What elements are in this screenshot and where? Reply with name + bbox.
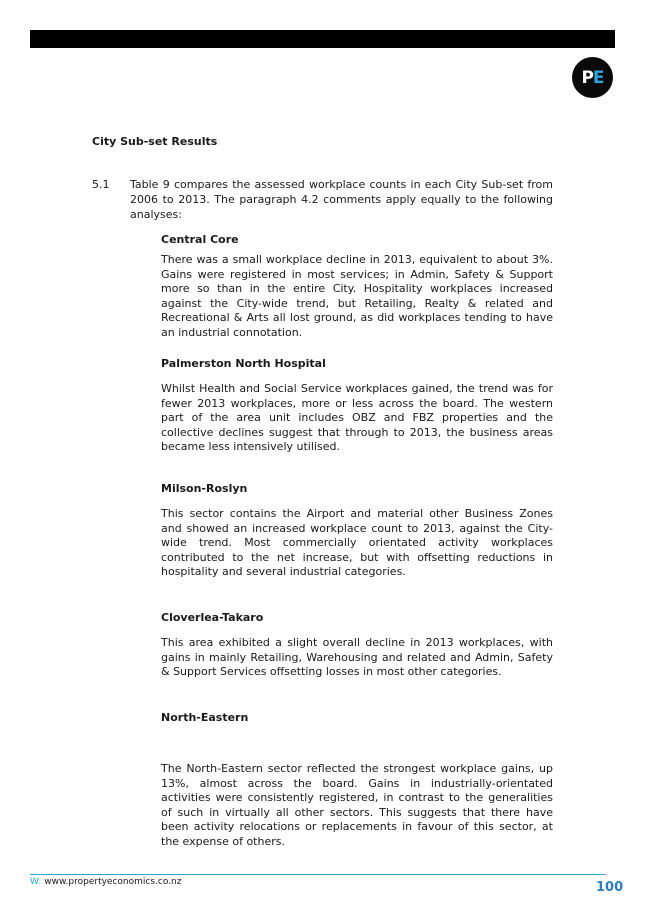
subsection-body-milson-roslyn: This sector contains the Airport and material other Business Zones and showed an increased workplace count to 2013, against the City-wide trend. Most commercially orientated activity workplaces contributed to the net increase, but with offsetting reductions in hospitality and several industrial categories. [161,507,553,579]
section-heading: City Sub-set Results [92,135,218,148]
subsection-body-central-core: There was a small workplace decline in 2013, equivalent to about 3%. Gains were registered in most services; in Admin, Safety & Support more so than in the entire City. Hospitality workplaces increased against the City-wide trend, but Retailing, Realty & related and Recreational & Arts all lost ground, as did workplaces tending to have an industrial connotation. [161,253,553,339]
paragraph-number: 5.1 [92,178,110,191]
subsection-body-cloverlea-takaro: This area exhibited a slight overall decline in 2013 workplaces, with gains in mainly Retailing, Warehousing and related and Admin, Safety & Support Services offsetting losses in most other categories. [161,636,553,679]
pe-logo [572,57,613,98]
footer-website [30,877,181,887]
logo-letter-e: E [592,67,604,88]
subsection-title-hospital: Palmerston North Hospital [161,357,326,370]
footer-web-label: W: [30,877,42,887]
logo-letter-p: P [581,67,593,88]
subsection-title-cloverlea-takaro: Cloverlea-Takaro [161,611,264,624]
subsection-body-north-eastern: The North-Eastern sector reflected the strongest workplace gains, up 13%, almost across the board. Gains in industrially-orientated activities were consistently registered, in contrast to the generalities of such in virtually all other sectors. This suggests that there have been activity relocations or replacements in favour of this sector, at the expense of others. [161,762,553,848]
header-bar [30,30,615,48]
footer-web-url[interactable]: www.propertyeconomics.co.nz [44,877,182,887]
subsection-body-hospital: Whilst Health and Social Service workplaces gained, the trend was for fewer 2013 workplaces, more or less across the board. The western part of the area unit includes OBZ and FBZ properties and the collective declines suggest that through to 2013, the business areas became less intensively utilised. [161,382,553,454]
paragraph-text: Table 9 compares the assessed workplace counts in each City Sub-set from 2006 to 2013. The paragraph 4.2 comments apply equally to the following analyses: [130,178,553,221]
subsection-title-central-core: Central Core [161,233,239,246]
subsection-title-north-eastern: North-Eastern [161,711,249,724]
footer-divider [30,874,606,875]
subsection-title-milson-roslyn: Milson-Roslyn [161,482,248,495]
page-number: 100 [596,880,624,895]
